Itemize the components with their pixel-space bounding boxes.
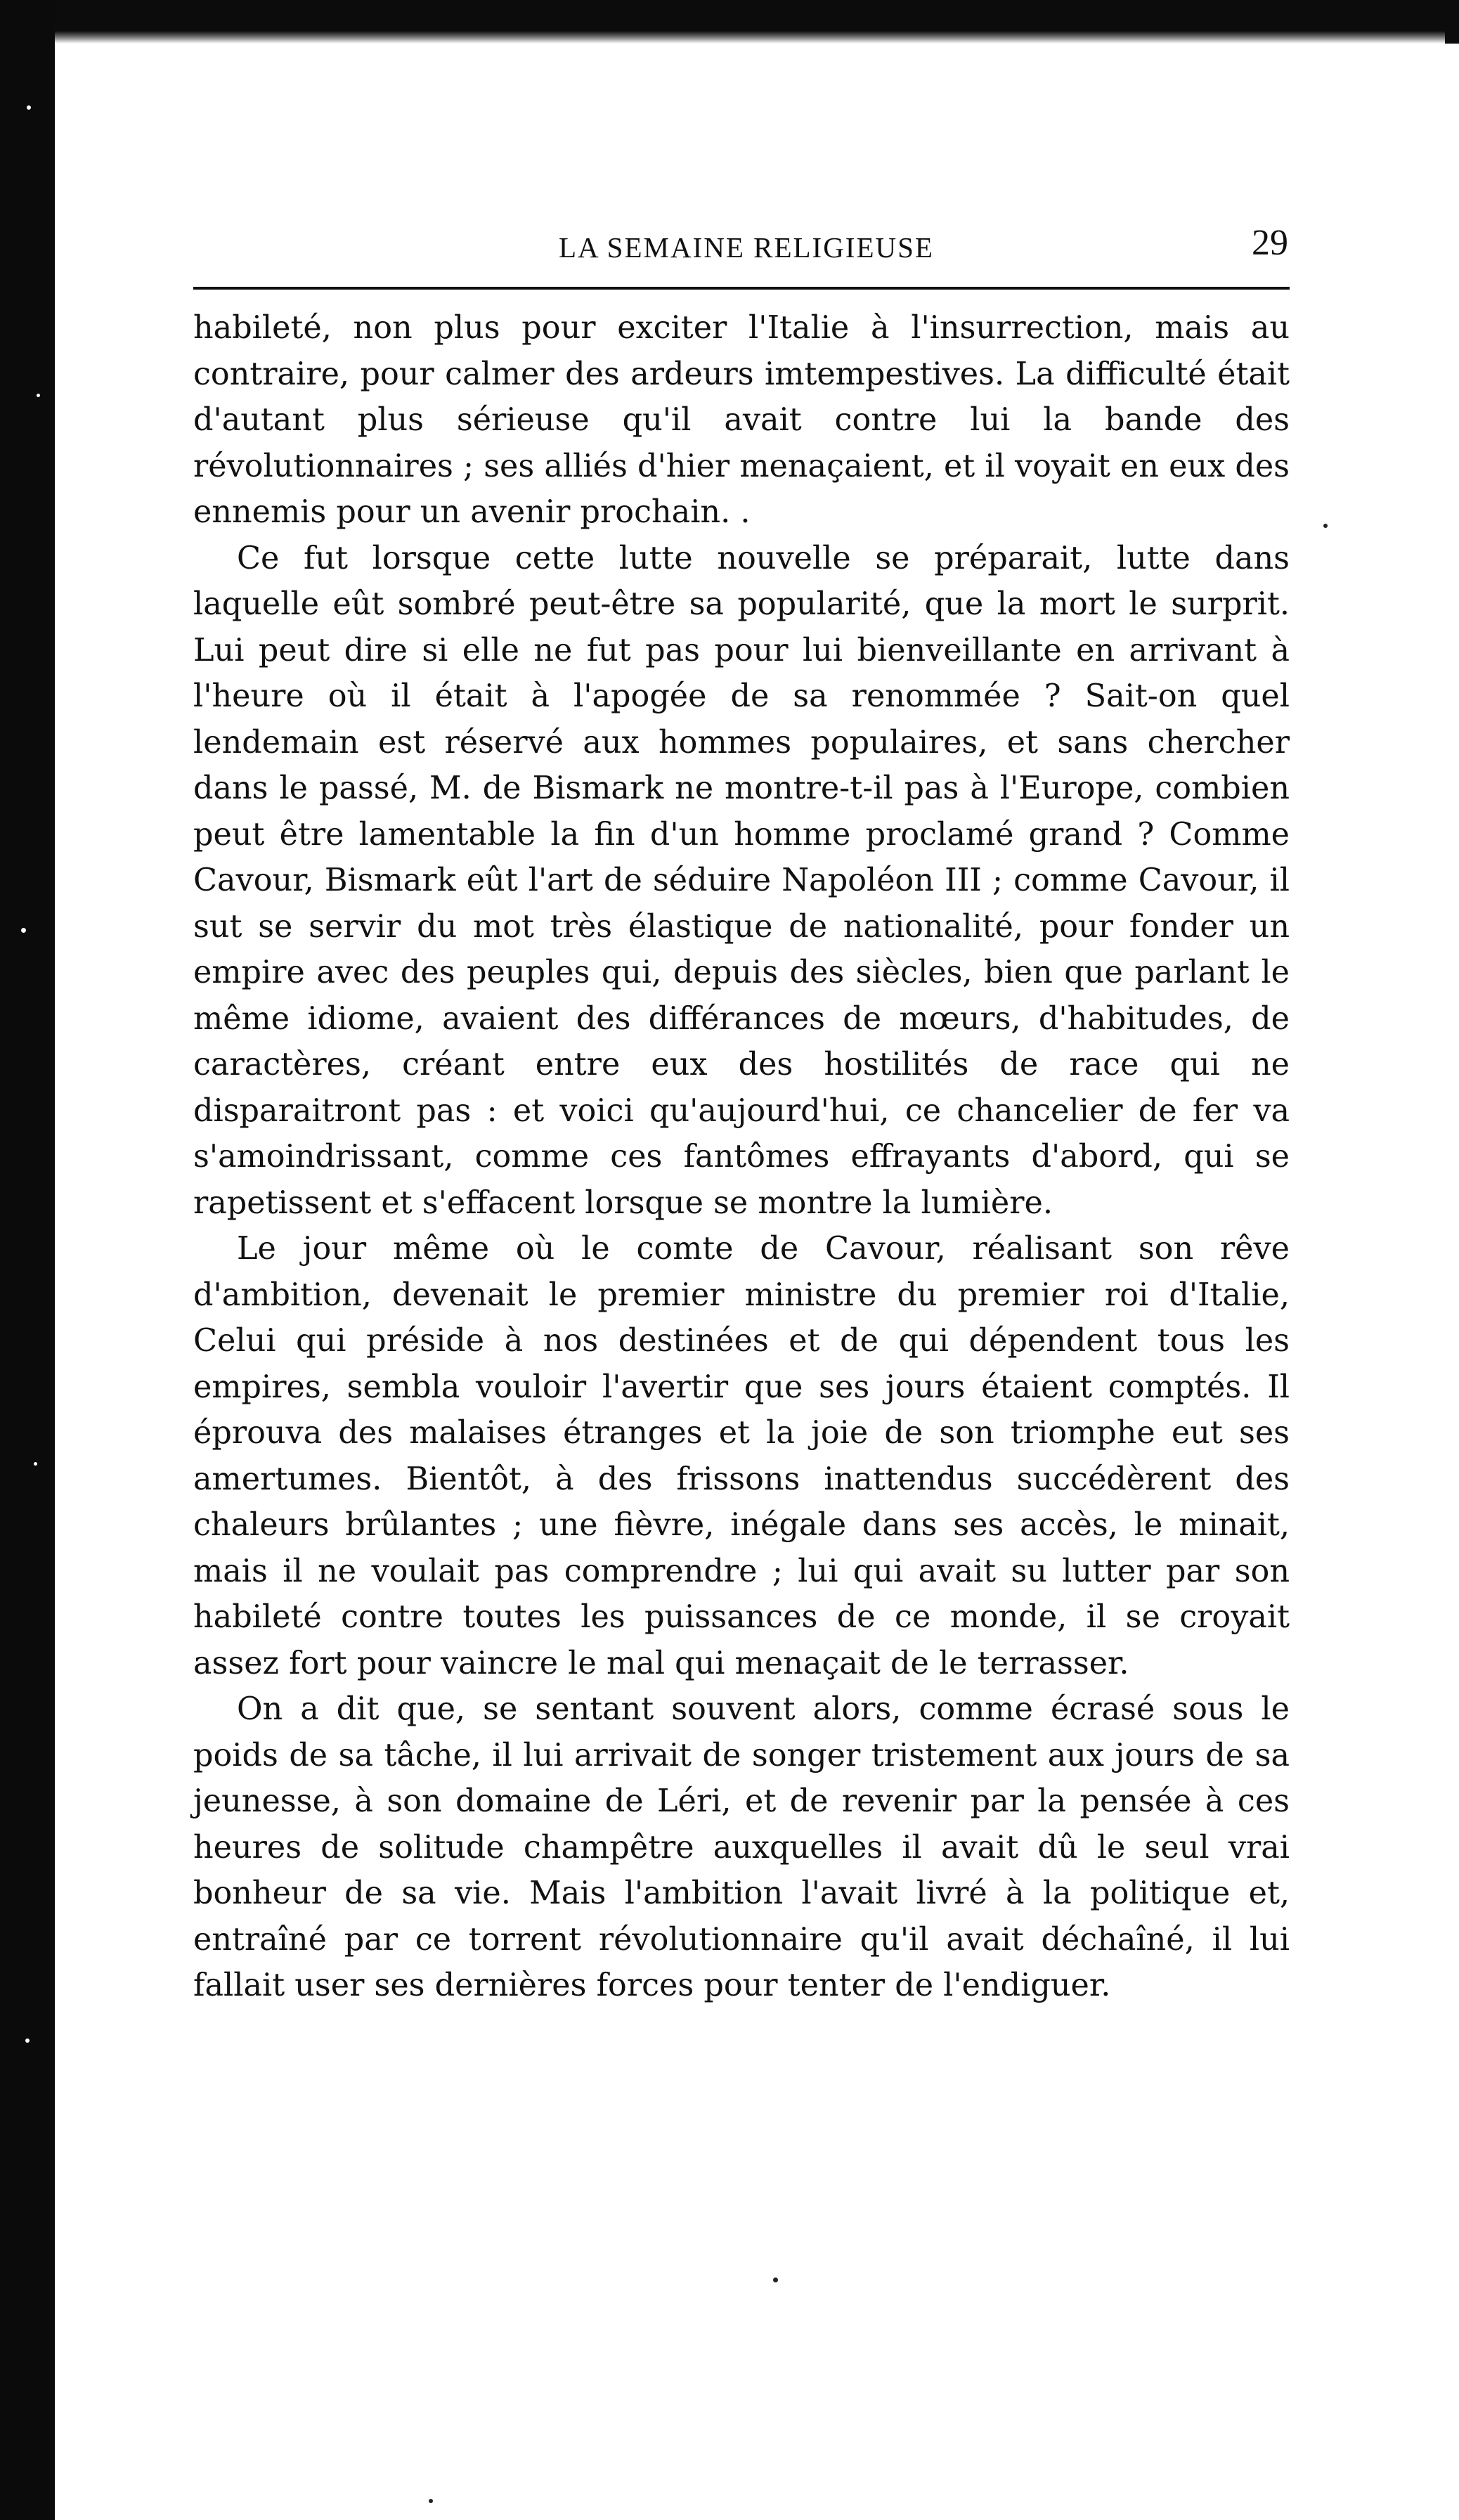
scan-right-border xyxy=(1445,0,1459,44)
running-head-title: LA SEMAINE RELIGIEUSE xyxy=(559,231,934,264)
ink-speck xyxy=(1323,524,1328,528)
ink-speck xyxy=(429,2499,433,2503)
book-page xyxy=(193,211,1290,2009)
scan-left-border xyxy=(0,0,55,2520)
paragraph: habileté, non plus pour exciter l'Italie à l'insurrection, mais au contraire, pour calmer des ardeurs imtempestives. La difficulté était d'autant plus sérieuse qu'il avait contre lui la bande des révolutionnaires ; ses alliés d'hier menaçaient, et il voyait en eux des ennemis pour un avenir prochain. . xyxy=(193,310,1290,530)
scan-top-border xyxy=(0,0,1459,44)
paragraph: Le jour même où le comte de Cavour, réalisant son rêve d'ambition, devenait le premier ministre du premier roi d'Italie, Celui qui préside à nos destinées et de qui dépendent tous les empires, sembla vouloir l'avertir que ses jours étaient comptés. Il éprouva des malaises étranges et la joie de son triomphe eut ses amertumes. Bientôt, à des frissons inattendus succédèrent des chaleurs brûlantes ; une fièvre, inégale dans ses accès, le minait, mais il ne voulait pas comprendre ; lui qui avait su lutter par son habileté contre toutes les puissances de ce monde, il se croyait assez fort pour vaincre le mal qui menaçait de le terrasser. xyxy=(193,1231,1290,1681)
ink-speck xyxy=(773,2277,778,2282)
paragraph: Ce fut lorsque cette lutte nouvelle se préparait, lutte dans laquelle eût sombré peut-être sa popularité, que la mort le surprit. Lui peut dire si elle ne fut pas pour lui bienveillante en arrivant à l'heure où il était à l'apogée de sa renommée ? Sait-on quel lendemain est réservé aux hommes populaires, et sans chercher dans le passé, M. de Bismark ne montre-t-il pas à l'Europe, combien peut être lamentable la fin d'un homme proclamé grand ? Comme Cavour, Bismark eût l'art de séduire Napoléon III ; comme Cavour, il sut se servir du mot très élastique de nationalité, pour fonder un empire avec des peuples qui, depuis des siècles, bien que parlant le même idiome, avaient des différances de mœurs, d'habitudes, de caractères, créant entre eux des hostilités de race qui ne disparaitront pas : et voici qu'aujourd'hui, ce chancelier de fer va s'amoindrissant, comme ces fantômes effrayants d'abord, qui se rapetissent et s'effacent lorsque se montre la lumière. xyxy=(193,540,1290,1221)
body-text xyxy=(193,305,1290,2009)
paragraph: On a dit que, se sentant souvent alors, comme écrasé sous le poids de sa tâche, il lui arrivait de songer tristement aux jours de sa jeunesse, à son domaine de Léri, et de revenir par la pensée à ces heures de solitude champêtre auxquelles il avait dû le seul vrai bonheur de sa vie. Mais l'ambition l'avait livré à la politique et, entraîné par ce torrent révolutionnaire qu'il avait déchaîné, il lui fallait user ses dernières forces pour tenter de l'endiguer. xyxy=(193,1691,1290,2003)
page-number: 29 xyxy=(1252,223,1288,263)
header-rule xyxy=(193,287,1290,290)
running-head xyxy=(193,211,1290,274)
